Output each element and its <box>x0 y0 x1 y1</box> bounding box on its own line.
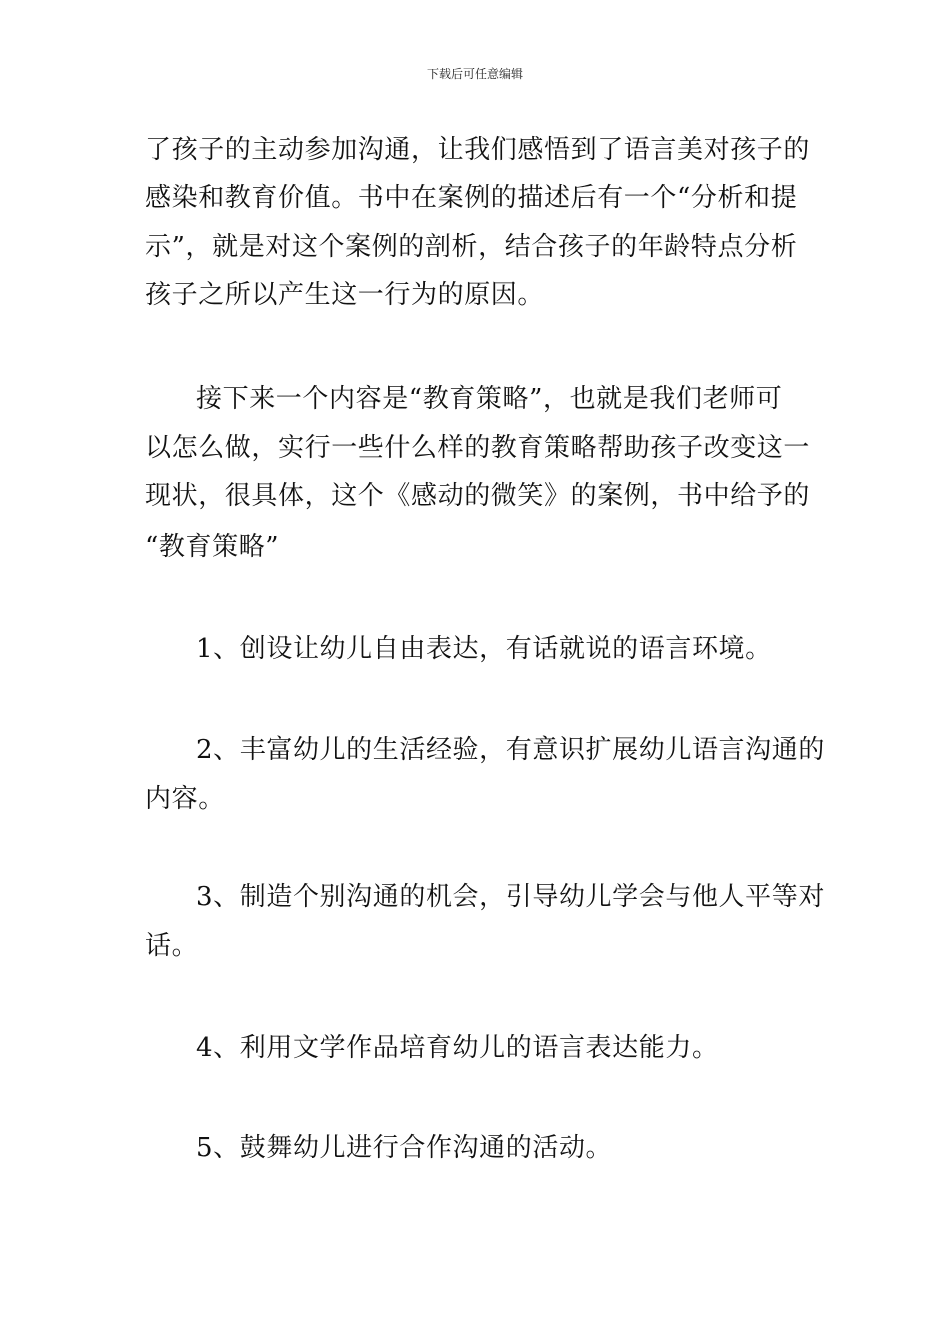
text-line: 3、制造个别沟通的机会，引导幼儿学会与他人平等对 <box>196 882 825 912</box>
text-line: 5、鼓舞幼儿进行合作沟通的活动。 <box>196 1133 613 1163</box>
text-line: 现状，很具体，这个《感动的微笑》的案例，书中给予的 <box>145 481 811 511</box>
text-line: 孩子之所以产生这一行为的原因。 <box>145 280 545 310</box>
text-line: 1、创设让幼儿自由表达，有话就说的语言环境。 <box>196 634 772 664</box>
text-line: 示”，就是对这个案例的剖析，结合孩子的年龄特点分析 <box>145 232 798 262</box>
text-line: 感染和教育价值。书中在案例的描述后有一个“分析和提 <box>145 183 798 213</box>
text-line: 4、利用文学作品培育幼儿的语言表达能力。 <box>196 1033 719 1063</box>
page-header: 下载后可任意编辑 <box>426 67 523 81</box>
text-line: 了孩子的主动参加沟通，让我们感悟到了语言美对孩子的 <box>145 135 811 165</box>
text-line: 内容。 <box>145 784 225 814</box>
text-line: “教育策略” <box>145 532 280 562</box>
text-line: 以怎么做，实行一些什么样的教育策略帮助孩子改变这一 <box>145 433 811 463</box>
text-line: 接下来一个内容是“教育策略”，也就是我们老师可 <box>196 384 783 414</box>
text-line: 2、丰富幼儿的生活经验，有意识扩展幼儿语言沟通的 <box>196 735 825 765</box>
text-line: 话。 <box>145 931 199 961</box>
